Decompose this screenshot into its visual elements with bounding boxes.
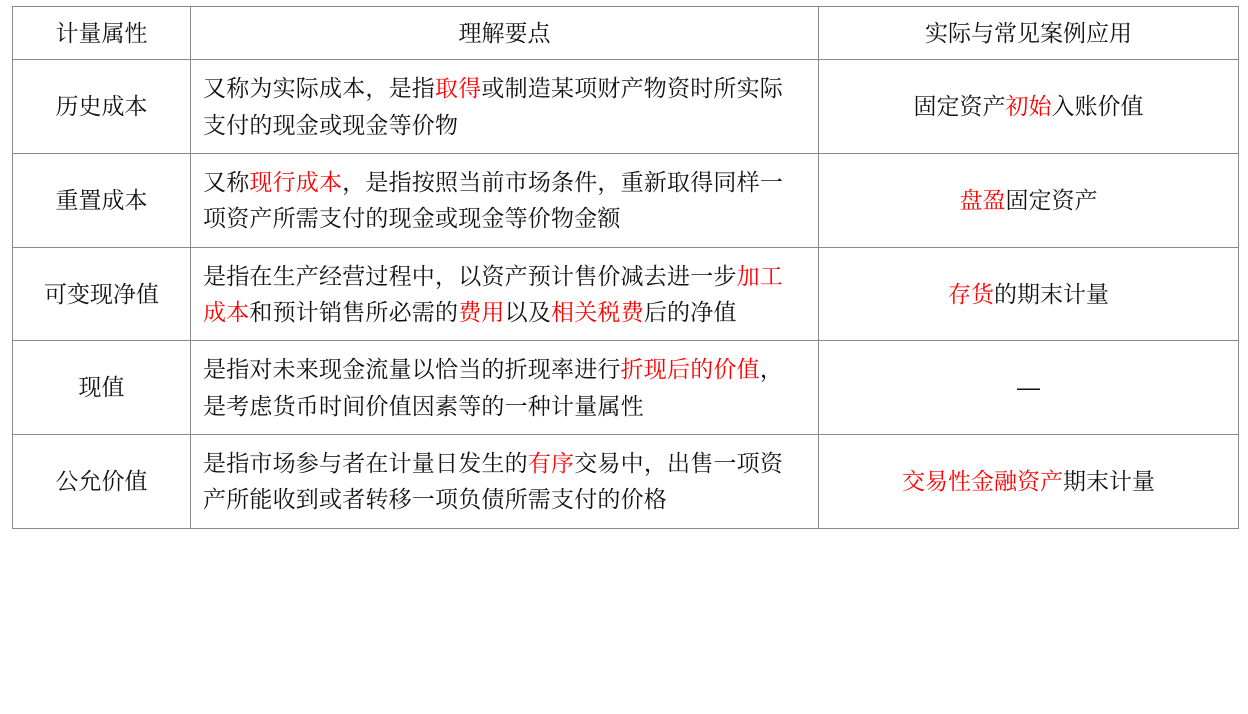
cell-points: 是指市场参与者在计量日发生的有序交易中，出售一项资产所能收到或者转移一项负债所需支付的价格 <box>191 434 819 528</box>
cell-attribute: 历史成本 <box>13 60 191 154</box>
cell-points: 又称现行成本，是指按照当前市场条件，重新取得同样一项资产所需支付的现金或现金等价物金额 <box>191 153 819 247</box>
cell-points: 是指在生产经营过程中，以资产预计售价减去进一步加工成本和预计销售所必需的费用以及相关税费后的净值 <box>191 247 819 341</box>
cell-case: 交易性金融资产期末计量 <box>819 434 1239 528</box>
cell-case: — <box>819 341 1239 435</box>
cell-case: 存货的期末计量 <box>819 247 1239 341</box>
table-row <box>13 247 1239 341</box>
table-row <box>13 434 1239 528</box>
table-row <box>13 153 1239 247</box>
cell-case: 盘盈固定资产 <box>819 153 1239 247</box>
cell-points: 是指对未来现金流量以恰当的折现率进行折现后的价值，是考虑货币时间价值因素等的一种计量属性 <box>191 341 819 435</box>
cell-attribute: 可变现净值 <box>13 247 191 341</box>
table-row <box>13 341 1239 435</box>
cell-attribute: 公允价值 <box>13 434 191 528</box>
table-row <box>13 60 1239 154</box>
cell-points: 又称为实际成本，是指取得或制造某项财产物资时所实际支付的现金或现金等价物 <box>191 60 819 154</box>
table-header <box>13 7 1239 60</box>
cell-case: 固定资产初始入账价值 <box>819 60 1239 154</box>
table-header-row <box>13 7 1239 60</box>
cell-attribute: 重置成本 <box>13 153 191 247</box>
column-header-attribute: 计量属性 <box>13 7 191 60</box>
column-header-cases: 实际与常见案例应用 <box>819 7 1239 60</box>
measurement-attributes-table <box>12 6 1239 529</box>
table-body <box>13 60 1239 528</box>
column-header-points: 理解要点 <box>191 7 819 60</box>
cell-attribute: 现值 <box>13 341 191 435</box>
